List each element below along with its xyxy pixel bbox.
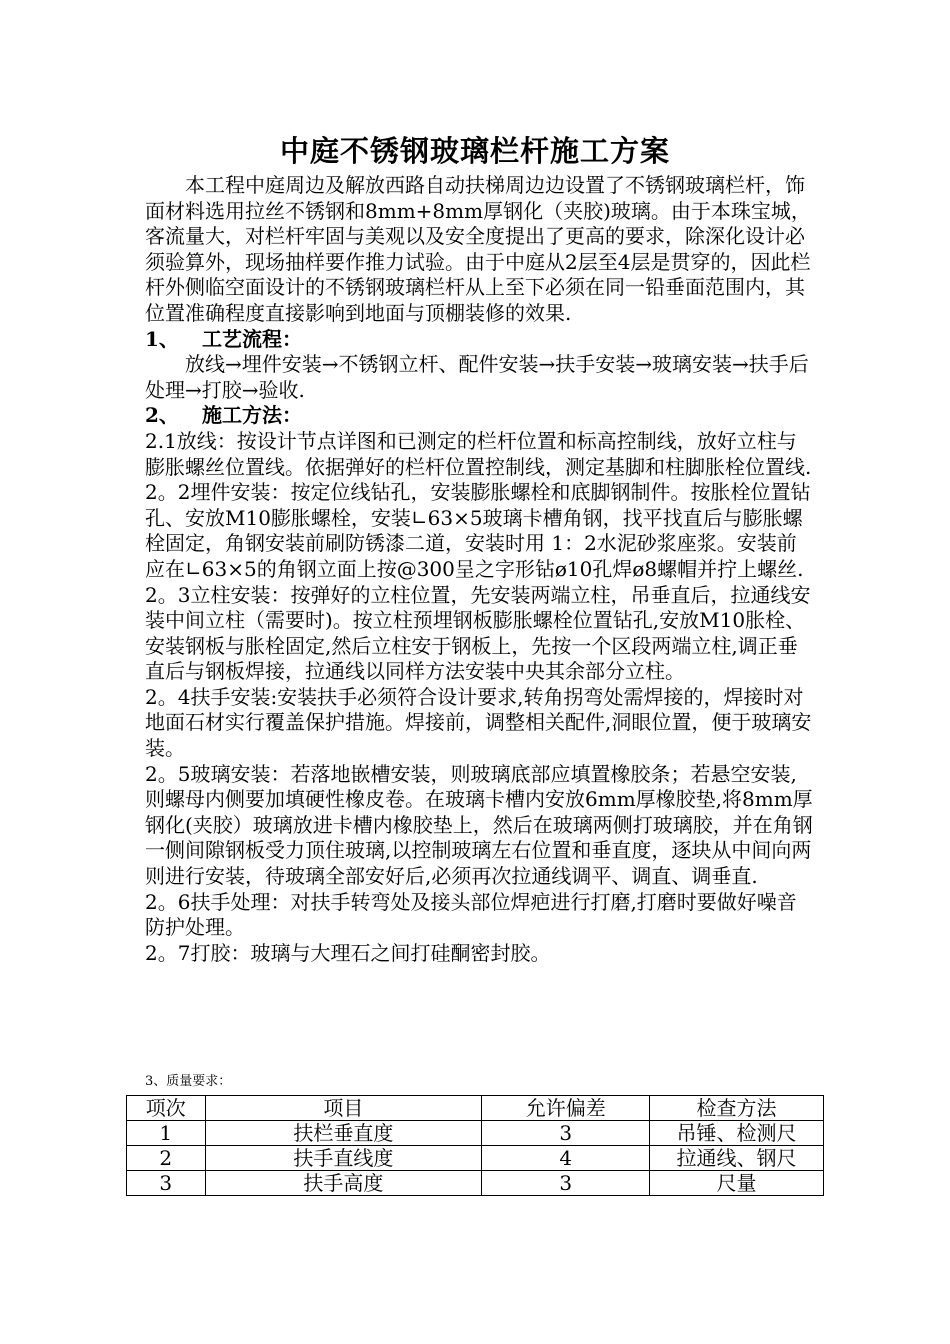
quality-table [126,1095,824,1196]
section-heading-process [145,327,815,353]
section-number: 1、 [145,326,179,351]
table-cell: 1 [127,1121,206,1146]
table-cell: 扶手直线度 [205,1146,482,1171]
column-header: 允许偏差 [482,1096,650,1121]
table-row [127,1121,824,1146]
table-header-row [127,1096,824,1121]
table-row [127,1146,824,1171]
table-cell: 尺量 [650,1171,824,1196]
document-body [145,173,815,966]
table-row [127,1171,824,1196]
section-heading-method [145,403,815,429]
step-paragraph: 2。5玻璃安装：若落地嵌槽安装，则玻璃底部应填置橡胶条；若悬空安装,则螺母内侧要加填硬性橡皮卷。在玻璃卡槽内安放6mm厚橡胶垫,将8mm厚钢化(夹胶）玻璃放进卡槽内橡胶垫上，然后在玻璃两侧打玻璃胶，并在角钢一侧间隙钢板受力顶住玻璃,以控制玻璃左右位置和垂直度，逐块从中间向两则进行安装，待玻璃全部安好后,必须再次拉通线调平、调直、调垂直. [145,761,813,889]
table-cell: 吊锤、检测尺 [650,1121,824,1146]
step-paragraph: 2。4扶手安装:安装扶手必须符合设计要求,转角拐弯处需焊接的，焊接时对地面石材实行覆盖保护措施。焊接前，调整相关配件,洞眼位置，便于玻璃安装。 [145,684,812,761]
table-cell: 拉通线、钢尺 [650,1146,824,1171]
intro-paragraph: 本工程中庭周边及解放西路自动扶梯周边边设置了不锈钢玻璃栏杆，饰面材料选用拉丝不锈钢和8mm+8mm厚钢化（夹胶)玻璃。由于本珠宝城，客流量大，对栏杆牢固与美观以及安全度提出了更高的要求，除深化设计必须验算外，现场抽样要作推力试验。由于中庭从2层至4层是贯穿的，因此栏杆外侧临空面设计的不锈钢玻璃栏杆从上至下必须在同一铅垂面范围内，其位置准确程度直接影响到地面与顶棚装修的效果. [145,173,811,325]
section-label: 工艺流程： [202,326,302,351]
step-paragraph: 2。3立柱安装：按弹好的立柱位置，先安装两端立柱，吊垂直后，拉通线安装中间立柱（需要时)。按立柱预埋钢板膨胀螺栓位置钻孔,安放M10胀栓、安装钢板与胀栓固定,然后立柱安于钢板上，先按一个区段两端立柱,调正垂直后与钢板焊接，拉通线以同样方法安装中央其余部分立柱。 [145,582,811,684]
table-cell: 扶手高度 [205,1171,482,1196]
table-cell: 4 [482,1146,650,1171]
step-paragraph: 2.1放线：按设计节点详图和已测定的栏杆位置和标高控制线，放好立柱与膨胀螺丝位置线。依据弹好的栏杆位置控制线，测定基脚和柱脚胀栓位置线. [145,428,812,479]
table-cell: 2 [127,1146,206,1171]
step-paragraph: 2。6扶手处理：对扶手转弯处及接头部位焊疤进行打磨,打磨时要做好噪音防护处理。 [145,889,797,940]
table-cell: 3 [482,1171,650,1196]
section-number: 2、 [145,403,179,428]
column-header: 检查方法 [650,1096,824,1121]
process-flow-paragraph: 放线→埋件安装→不锈钢立杆、配件安装→扶手安装→玻璃安装→扶手后处理→打胶→验收. [145,352,809,402]
section-label: 施工方法： [202,403,302,428]
document-title: 中庭不锈钢玻璃栏杆施工方案 [279,134,670,168]
step-paragraph: 2。2埋件安装：按定位线钻孔，安装膨胀螺栓和底脚钢制件。按胀栓位置钻孔、安放M10膨胀螺栓，安装∟63×5玻璃卡槽角钢，找平找直后与膨胀螺栓固定，角钢安装前刷防锈漆二道，安装时用 1：2水泥砂浆座浆。安装前应在∟63×5的角钢立面上按@300呈之字形钻ø10孔焊ø8螺帽并拧上螺丝. [145,480,811,581]
table-cell: 3 [127,1171,206,1196]
column-header: 项目 [205,1096,482,1121]
step-paragraph: 2。7打胶：玻璃与大理石之间打硅酮密封胶。 [145,940,551,965]
table-cell: 扶栏垂直度 [205,1121,482,1146]
column-header: 项次 [127,1096,206,1121]
section-heading-quality: 3、质量要求： [145,1074,232,1089]
table-cell: 3 [482,1121,650,1146]
